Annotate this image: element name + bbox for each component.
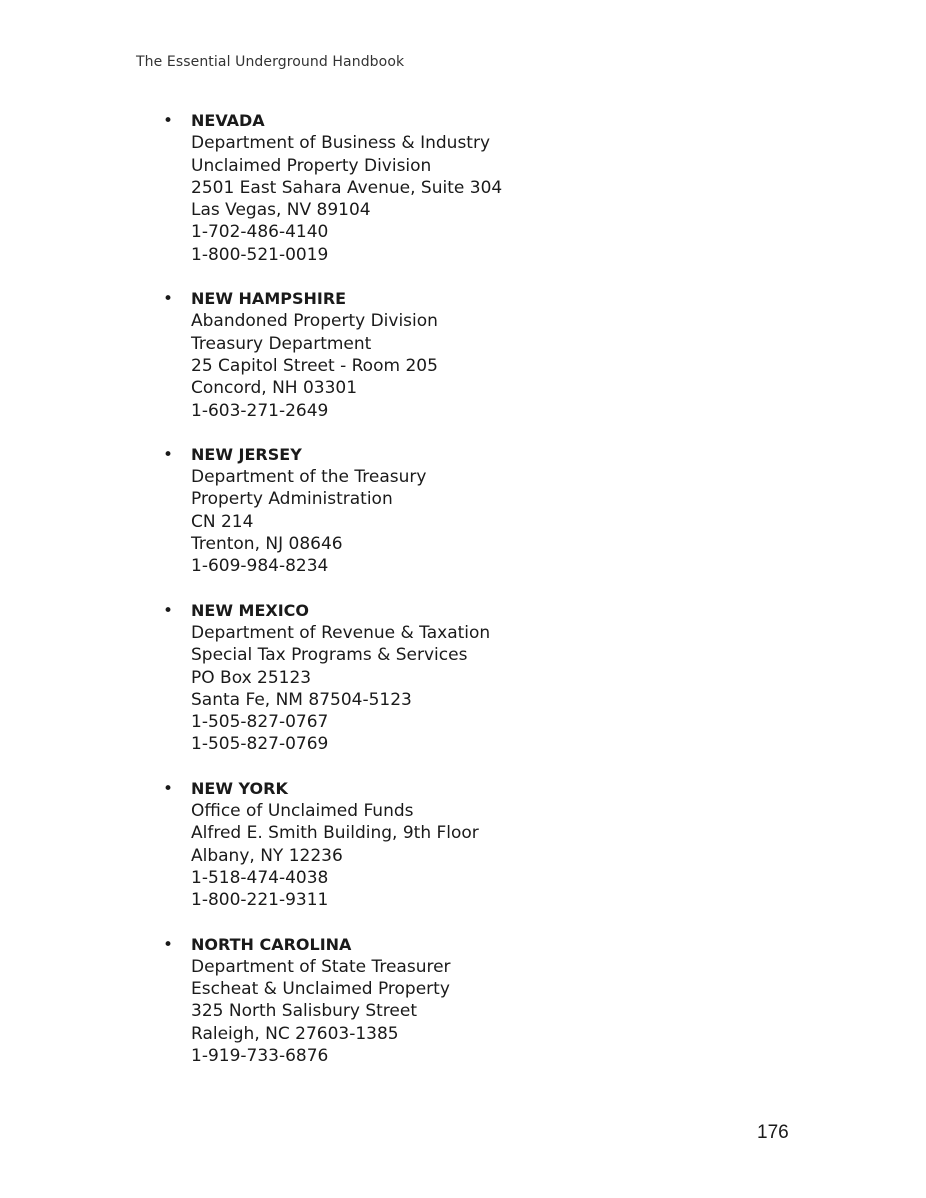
bullet-icon: • xyxy=(163,778,174,799)
street-address: 25 Capitol Street - Room 205 xyxy=(191,355,438,376)
phone-number: 1-919-733-6876 xyxy=(191,1045,329,1066)
state-name: NEW YORK xyxy=(191,778,288,798)
entry-north-carolina xyxy=(163,934,783,1068)
entry-new-jersey xyxy=(163,444,783,578)
bullet-icon: • xyxy=(163,444,174,465)
entry-nevada xyxy=(163,110,783,266)
running-header: The Essential Underground Handbook xyxy=(136,54,405,70)
city-state-zip: Raleigh, NC 27603-1385 xyxy=(191,1023,399,1044)
state-name: NEW MEXICO xyxy=(191,600,310,620)
phone-number: 1-609-984-8234 xyxy=(191,556,329,577)
phone-number: 1-505-827-0769 xyxy=(191,734,329,755)
agency-line: Department of Business & Industry xyxy=(191,133,491,154)
phone-number: 1-518-474-4038 xyxy=(191,867,329,888)
division-line: Special Tax Programs & Services xyxy=(191,645,468,666)
po-box: PO Box 25123 xyxy=(191,667,312,688)
state-entries-list xyxy=(163,110,783,1089)
city-state-zip: Las Vegas, NV 89104 xyxy=(191,200,371,221)
city-state-zip: Concord, NH 03301 xyxy=(191,378,358,399)
phone-number: 1-702-486-4140 xyxy=(191,222,329,243)
city-state-zip: Albany, NY 12236 xyxy=(191,845,343,866)
agency-line: Abandoned Property Division xyxy=(191,311,438,332)
phone-number: 1-800-221-9311 xyxy=(191,890,329,911)
entry-new-mexico xyxy=(163,600,783,756)
street-address: 325 North Salisbury Street xyxy=(191,1001,417,1022)
entry-new-york xyxy=(163,778,783,912)
bullet-icon: • xyxy=(163,600,174,621)
city-state-zip: Trenton, NJ 08646 xyxy=(191,534,343,555)
division-line: Property Administration xyxy=(191,489,393,510)
entry-new-hampshire xyxy=(163,288,783,422)
agency-line: Department of State Treasurer xyxy=(191,956,451,977)
street-address: 2501 East Sahara Avenue, Suite 304 xyxy=(191,177,503,198)
agency-line: Department of the Treasury xyxy=(191,467,427,488)
agency-line: Office of Unclaimed Funds xyxy=(191,801,414,822)
city-state-zip: Santa Fe, NM 87504-5123 xyxy=(191,689,412,710)
phone-number: 1-800-521-0019 xyxy=(191,244,329,265)
phone-number: 1-603-271-2649 xyxy=(191,400,329,421)
phone-number: 1-505-827-0767 xyxy=(191,712,329,733)
division-line: Unclaimed Property Division xyxy=(191,155,432,176)
agency-line: Department of Revenue & Taxation xyxy=(191,622,491,643)
state-name: NEW HAMPSHIRE xyxy=(191,289,347,309)
division-line: Escheat & Unclaimed Property xyxy=(191,979,450,1000)
bullet-icon: • xyxy=(163,934,174,955)
street-address: CN 214 xyxy=(191,511,254,532)
page-number: 176 xyxy=(757,1122,789,1143)
bullet-icon: • xyxy=(163,111,174,131)
state-name: NEVADA xyxy=(191,111,265,130)
bullet-icon: • xyxy=(163,289,174,310)
state-name: NORTH CAROLINA xyxy=(191,934,352,954)
department-line: Treasury Department xyxy=(191,333,372,354)
street-address: Alfred E. Smith Building, 9th Floor xyxy=(191,823,479,844)
state-name: NEW JERSEY xyxy=(191,444,302,464)
